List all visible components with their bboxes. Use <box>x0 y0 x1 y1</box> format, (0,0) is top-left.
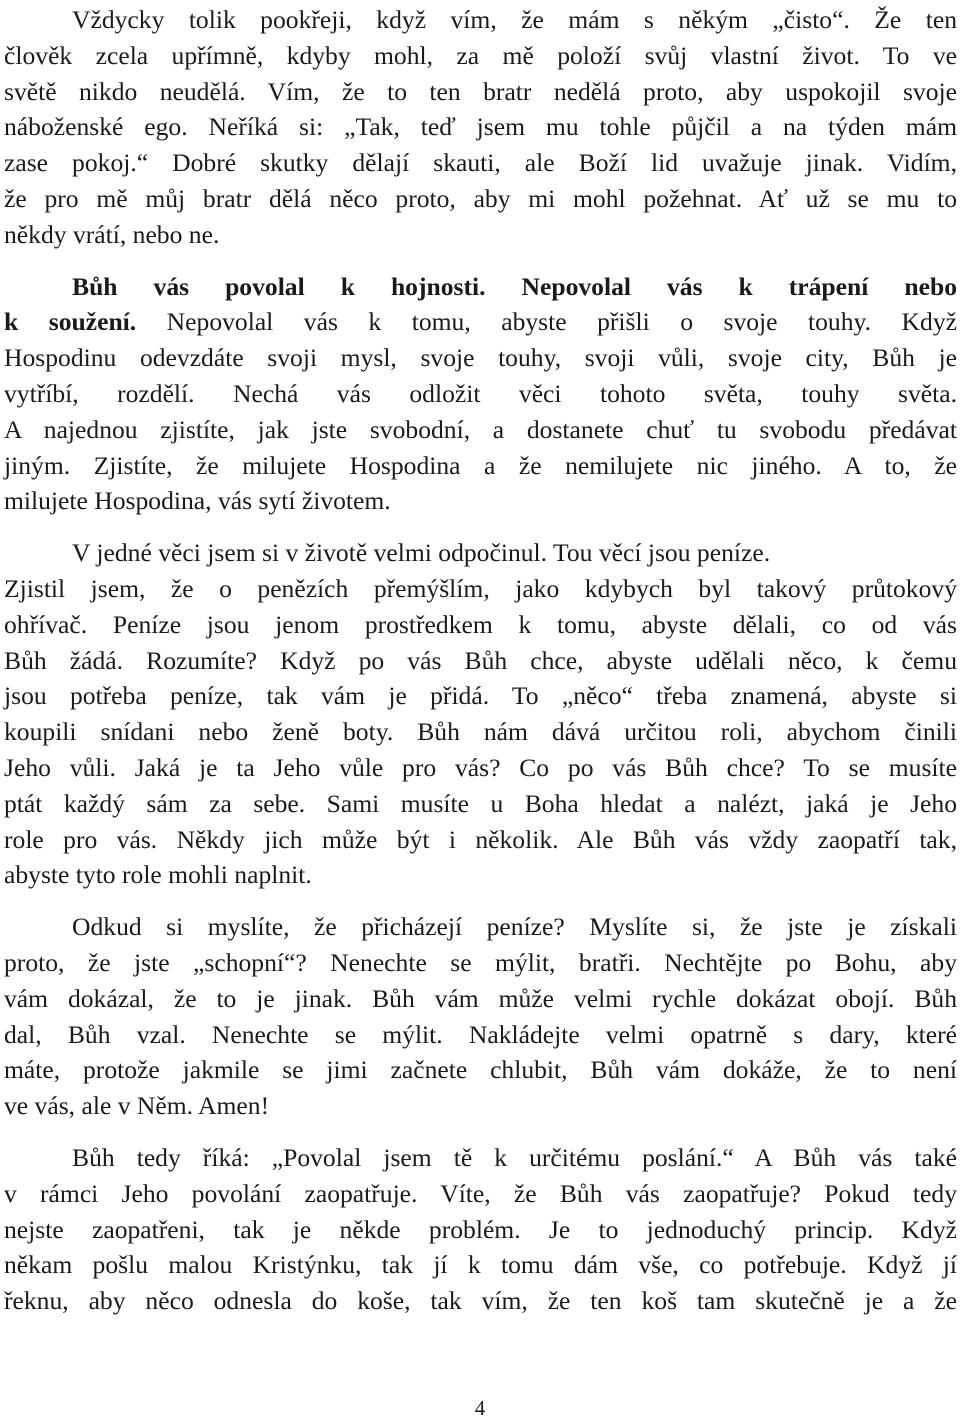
text-line: nejste zaopatřeni, tak je někde problém. Je to jednoduchý princip. Když <box>4 1214 957 1244</box>
text-line: Jeho vůli. Jaká je ta Jeho vůle pro vás? Co po vás Bůh chce? To se musíte <box>4 752 957 782</box>
text-line: světě nikdo neudělá. Vím, že to ten bratr nedělá proto, aby uspokojil svoje <box>4 76 957 106</box>
paragraph-gap <box>4 893 957 909</box>
text-line: jiným. Zjistíte, že milujete Hospodina a že nemilujete nic jiného. A to, že <box>4 450 957 480</box>
text-line: vám dokázal, že to je jinak. Bůh vám může velmi rychle dokázat obojí. Bůh <box>4 983 957 1013</box>
text-line: řeknu, aby něco odnesla do koše, tak vím, že ten koš tam skutečně je a že <box>4 1286 957 1316</box>
paragraph-3 <box>4 535 957 893</box>
text-line: zase pokoj.“ Dobré skutky dělají skauti, ale Boží lid uvažuje jinak. Vidím, <box>4 148 957 178</box>
paragraph-gap <box>4 519 957 535</box>
text-line: někdy vrátí, nebo ne. <box>4 219 220 249</box>
paragraph-gap <box>4 1124 957 1140</box>
text-line: A najednou zjistíte, jak jste svobodní, a dostanete chuť tu svobodu předávat <box>4 414 957 444</box>
paragraph-gap <box>4 253 957 269</box>
text-line: abyste tyto role mohli naplnit. <box>4 860 312 890</box>
text-line: Vždycky tolik pookřeji, když vím, že mám s někým „čisto“. Že ten <box>72 5 957 34</box>
text-line: že pro mě můj bratr dělá něco proto, aby mi mohl požehnat. Ať už se mu to <box>4 183 957 213</box>
text-line: ohřívač. Peníze jsou jenom prostředkem k tomu, abyste dělali, co od vás <box>4 609 957 639</box>
text-line <box>4 269 957 305</box>
paragraph-4 <box>4 909 957 1124</box>
text-line: Bůh tedy říká: „Povolal jsem tě k určitému poslání.“ A Bůh vás také <box>72 1142 957 1172</box>
text-line: někam pošlu malou Kristýnku, tak jí k tomu dám vše, co potřebuje. Když jí <box>4 1250 957 1280</box>
paragraph-5 <box>4 1140 957 1319</box>
text-line: proto, že jste „schopní“? Nenechte se mýlit, bratři. Nechtějte po Bohu, aby <box>4 947 957 977</box>
text-line: v rámci Jeho povolání zaopatřuje. Víte, že Bůh vás zaopatřuje? Pokud tedy <box>4 1178 957 1208</box>
text-line: dal, Bůh vzal. Nenechte se mýlit. Nakládejte velmi opatrně s dary, které <box>4 1019 957 1049</box>
paragraph-2 <box>4 269 957 520</box>
bold-emphasis: Bůh vás povolal k hojnosti. Nepovolal vás k trápení nebo <box>72 271 957 301</box>
text-line: člověk zcela upřímně, kdyby mohl, za mě položí svůj vlastní život. To ve <box>4 40 957 70</box>
text-line: Hospodinu odevzdáte svoji mysl, svoje touhy, svoji vůli, svoje city, Bůh je <box>4 343 957 373</box>
text-line: Odkud si myslíte, že přicházejí peníze? Myslíte si, že jste je získali <box>72 912 957 942</box>
text-line: V jedné věci jsem si v životě velmi odpočinul. Tou věcí jsou peníze. <box>72 538 771 568</box>
page-number: 4 <box>474 1396 486 1420</box>
text-line: milujete Hospodina, vás sytí životem. <box>4 486 391 516</box>
document-page <box>4 2 957 1319</box>
text-line: jsou potřeba peníze, tak vám je přidá. To „něco“ třeba znamená, abyste si <box>4 681 957 711</box>
text-line: vytříbí, rozdělí. Nechá vás odložit věci tohoto světa, touhy světa. <box>4 378 957 408</box>
text-line: Zjistil jsem, že o penězích přemýšlím, jako kdybych byl takový průtokový <box>4 573 957 603</box>
text-line: náboženské ego. Neříká si: „Tak, teď jsem mu tohle půjčil a na týden mám <box>4 112 957 142</box>
text-line: máte, protože jakmile se jimi začnete chlubit, Bůh vám dokáže, že to není <box>4 1055 957 1085</box>
text-line: koupili snídani nebo ženě boty. Bůh nám dává určitou roli, abychom činili <box>4 717 957 747</box>
text-line <box>4 304 957 340</box>
text-line: role pro vás. Někdy jich může být i několik. Ale Bůh vás vždy zaopatří tak, <box>4 824 957 854</box>
text-line: ve vás, ale v Něm. Amen! <box>4 1091 270 1121</box>
text-line: ptát každý sám za sebe. Sami musíte u Boha hledat a nalézt, jaká je Jeho <box>4 788 957 818</box>
paragraph-1 <box>4 2 957 253</box>
text-line: Bůh žádá. Rozumíte? Když po vás Bůh chce, abyste udělali něco, k čemu <box>4 645 957 675</box>
text-fragment: Nepovolal vás k tomu, abyste přišli o svoje touhy. Když <box>136 307 957 337</box>
bold-emphasis: k soužení. <box>4 307 137 337</box>
